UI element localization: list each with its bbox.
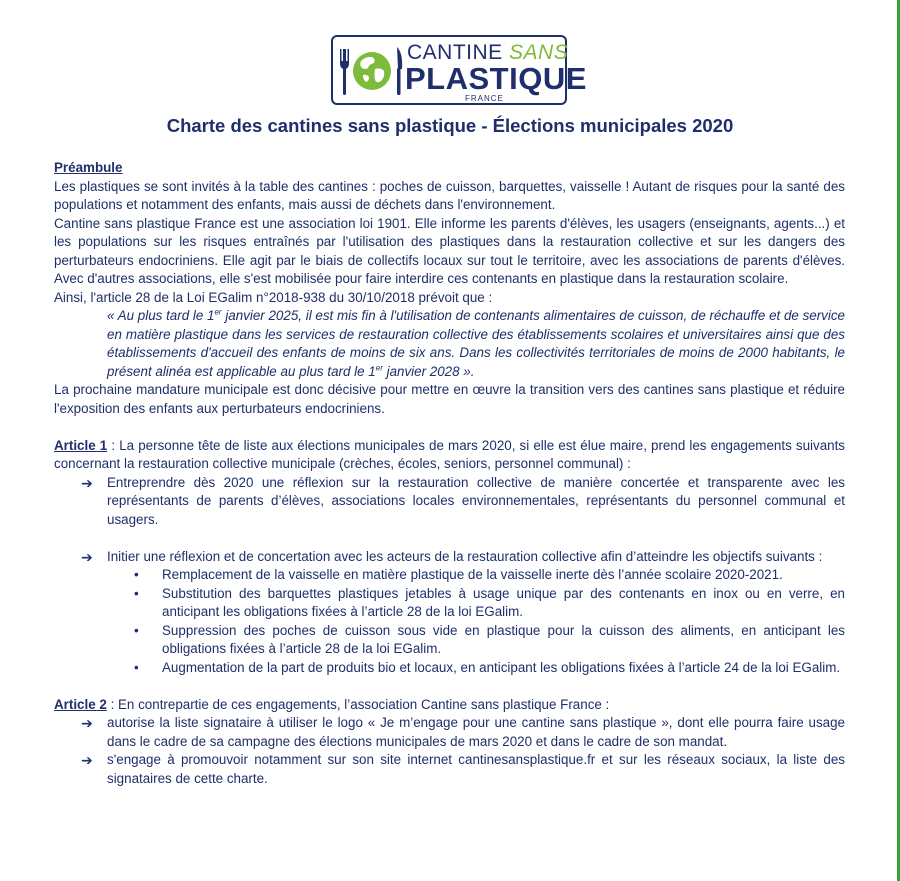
preambule-paragraph-2: Cantine sans plastique France est une association loi 1901. Elle informe les parents d'élèves, les usagers (enseignants, agents...) et les populations sur les risques entraînés par l'utilisation des plastiques dans la restauration collective et sur les dangers des perturbateurs endocriniens. Elle agit par le biais de collectifs locaux sur tout le territoire, avec les associations de parents d'élèves. Avec d'autres associations, elle s'est mobilisée pour faire interdire ces contenants en plastique dans la restauration scolaire.: [54, 215, 845, 286]
bullet-icon: •: [134, 659, 139, 675]
page-title: Charte des cantines sans plastique - Élections municipales 2020: [166, 115, 734, 136]
globe-icon: [353, 52, 391, 90]
section-heading-article-1: Article 1: [54, 437, 108, 453]
fork-icon: [340, 49, 349, 95]
preambule-paragraph-4: La prochaine mandature municipale est donc décisive pour mettre en œuvre la transition vers des cantines sans plastique et réduire l'exposition des enfants aux perturbateurs endocriniens.: [54, 382, 845, 416]
arrow-icon: ➔: [81, 752, 93, 768]
logo-emblem: [339, 43, 405, 99]
bullet-icon: •: [134, 585, 139, 601]
section-heading-preambule: Préambule: [54, 160, 123, 175]
bullet-icon: •: [134, 567, 139, 582]
article-2-intro: Article 2 : En contrepartie de ces engagements, l’association Cantine sans plastique France :: [54, 696, 610, 712]
list-item: • Augmentation de la part de produits bio et locaux, en anticipant les obligations fixées à l’article 24 de la loi EGalim.: [54, 659, 845, 678]
list-item: ➔ Entreprendre dès 2020 une réflexion sur la restauration collective de manière concertée et transparente avec les représentants de parents d’élèves, associations locales environnementales, représentants du personnel communal et usagers.: [81, 474, 845, 527]
list-item: ➔ Initier une réflexion et de concertation avec les acteurs de la restauration collective afin d’atteindre les objectifs suivants :: [81, 548, 823, 565]
law-quote: « Au plus tard le 1er janvier 2025, il est mis fin à l'utilisation de contenants alimentaires de cuisson, de réchauffe et de service en matière plastique dans les services de restauration collective des établissements scolaires et universitaires ainsi que des établissements d'accueil des enfants de moins de six ans. Dans les collectivités territoriales de moins de 2000 habitants, le présent alinéa est applicable au plus tard le 1er janvier 2028 ».: [107, 307, 845, 379]
article-1-intro: Article 1 : La personne tête de liste aux élections municipales de mars 2020, si elle est élue maire, prend les engagements suivants concernant la restauration collective municipale (crèches, écoles, seniors, personnel communal) :: [54, 437, 846, 471]
logo: [331, 35, 587, 105]
list-item: • Suppression des poches de cuisson sous vide en plastique pour la cuisson des aliments, en anticipant les obligations fixées à l’article 28 de la loi EGalim.: [134, 622, 845, 656]
knife-icon: [397, 47, 402, 95]
preambule-paragraph-3: Ainsi, l'article 28 de la Loi EGalim n°2018-938 du 30/10/2018 prévoit que :: [54, 289, 493, 305]
list-item: ➔ s'engage à promouvoir notamment sur son site internet cantinesansplastique.fr et sur les réseaux sociaux, la liste des signataires de cette charte.: [81, 752, 845, 786]
logo-text-country: FRANCE: [465, 94, 504, 103]
logo-text-line1: CANTINE SANS: [407, 41, 569, 64]
preambule-paragraph-1: Les plastiques se sont invités à la table des cantines : poches de cuisson, barquettes, vaisselle ! Autant de risques pour la santé des populations et notamment des enfants, mais aussi de déchets dans l'environnement.: [54, 178, 845, 212]
bullet-icon: •: [134, 622, 139, 638]
section-heading-article-2: Article 2: [54, 696, 107, 712]
arrow-icon: ➔: [81, 548, 93, 565]
list-item: • Remplacement de la vaisselle en matière plastique de la vaisselle inerte dès l’année scolaire 2020-2021.: [54, 566, 845, 585]
arrow-icon: ➔: [81, 474, 93, 491]
list-item: • Substitution des barquettes plastiques jetables à usage unique par des contenants en inox ou en verre, en anticipant les obligations fixées à l’article 28 de la loi EGalim.: [134, 585, 845, 619]
arrow-icon: ➔: [81, 715, 93, 731]
list-item: ➔ autorise la liste signataire à utiliser le logo « Je m’engage pour une cantine sans plastique », dont elle pourra faire usage dans le cadre de sa campagne des élections municipales de mars 2020 et dans le cadre de son mandat.: [81, 715, 845, 749]
charter-body: [54, 159, 845, 788]
logo-text-line2: PLASTIQUE: [405, 61, 587, 96]
